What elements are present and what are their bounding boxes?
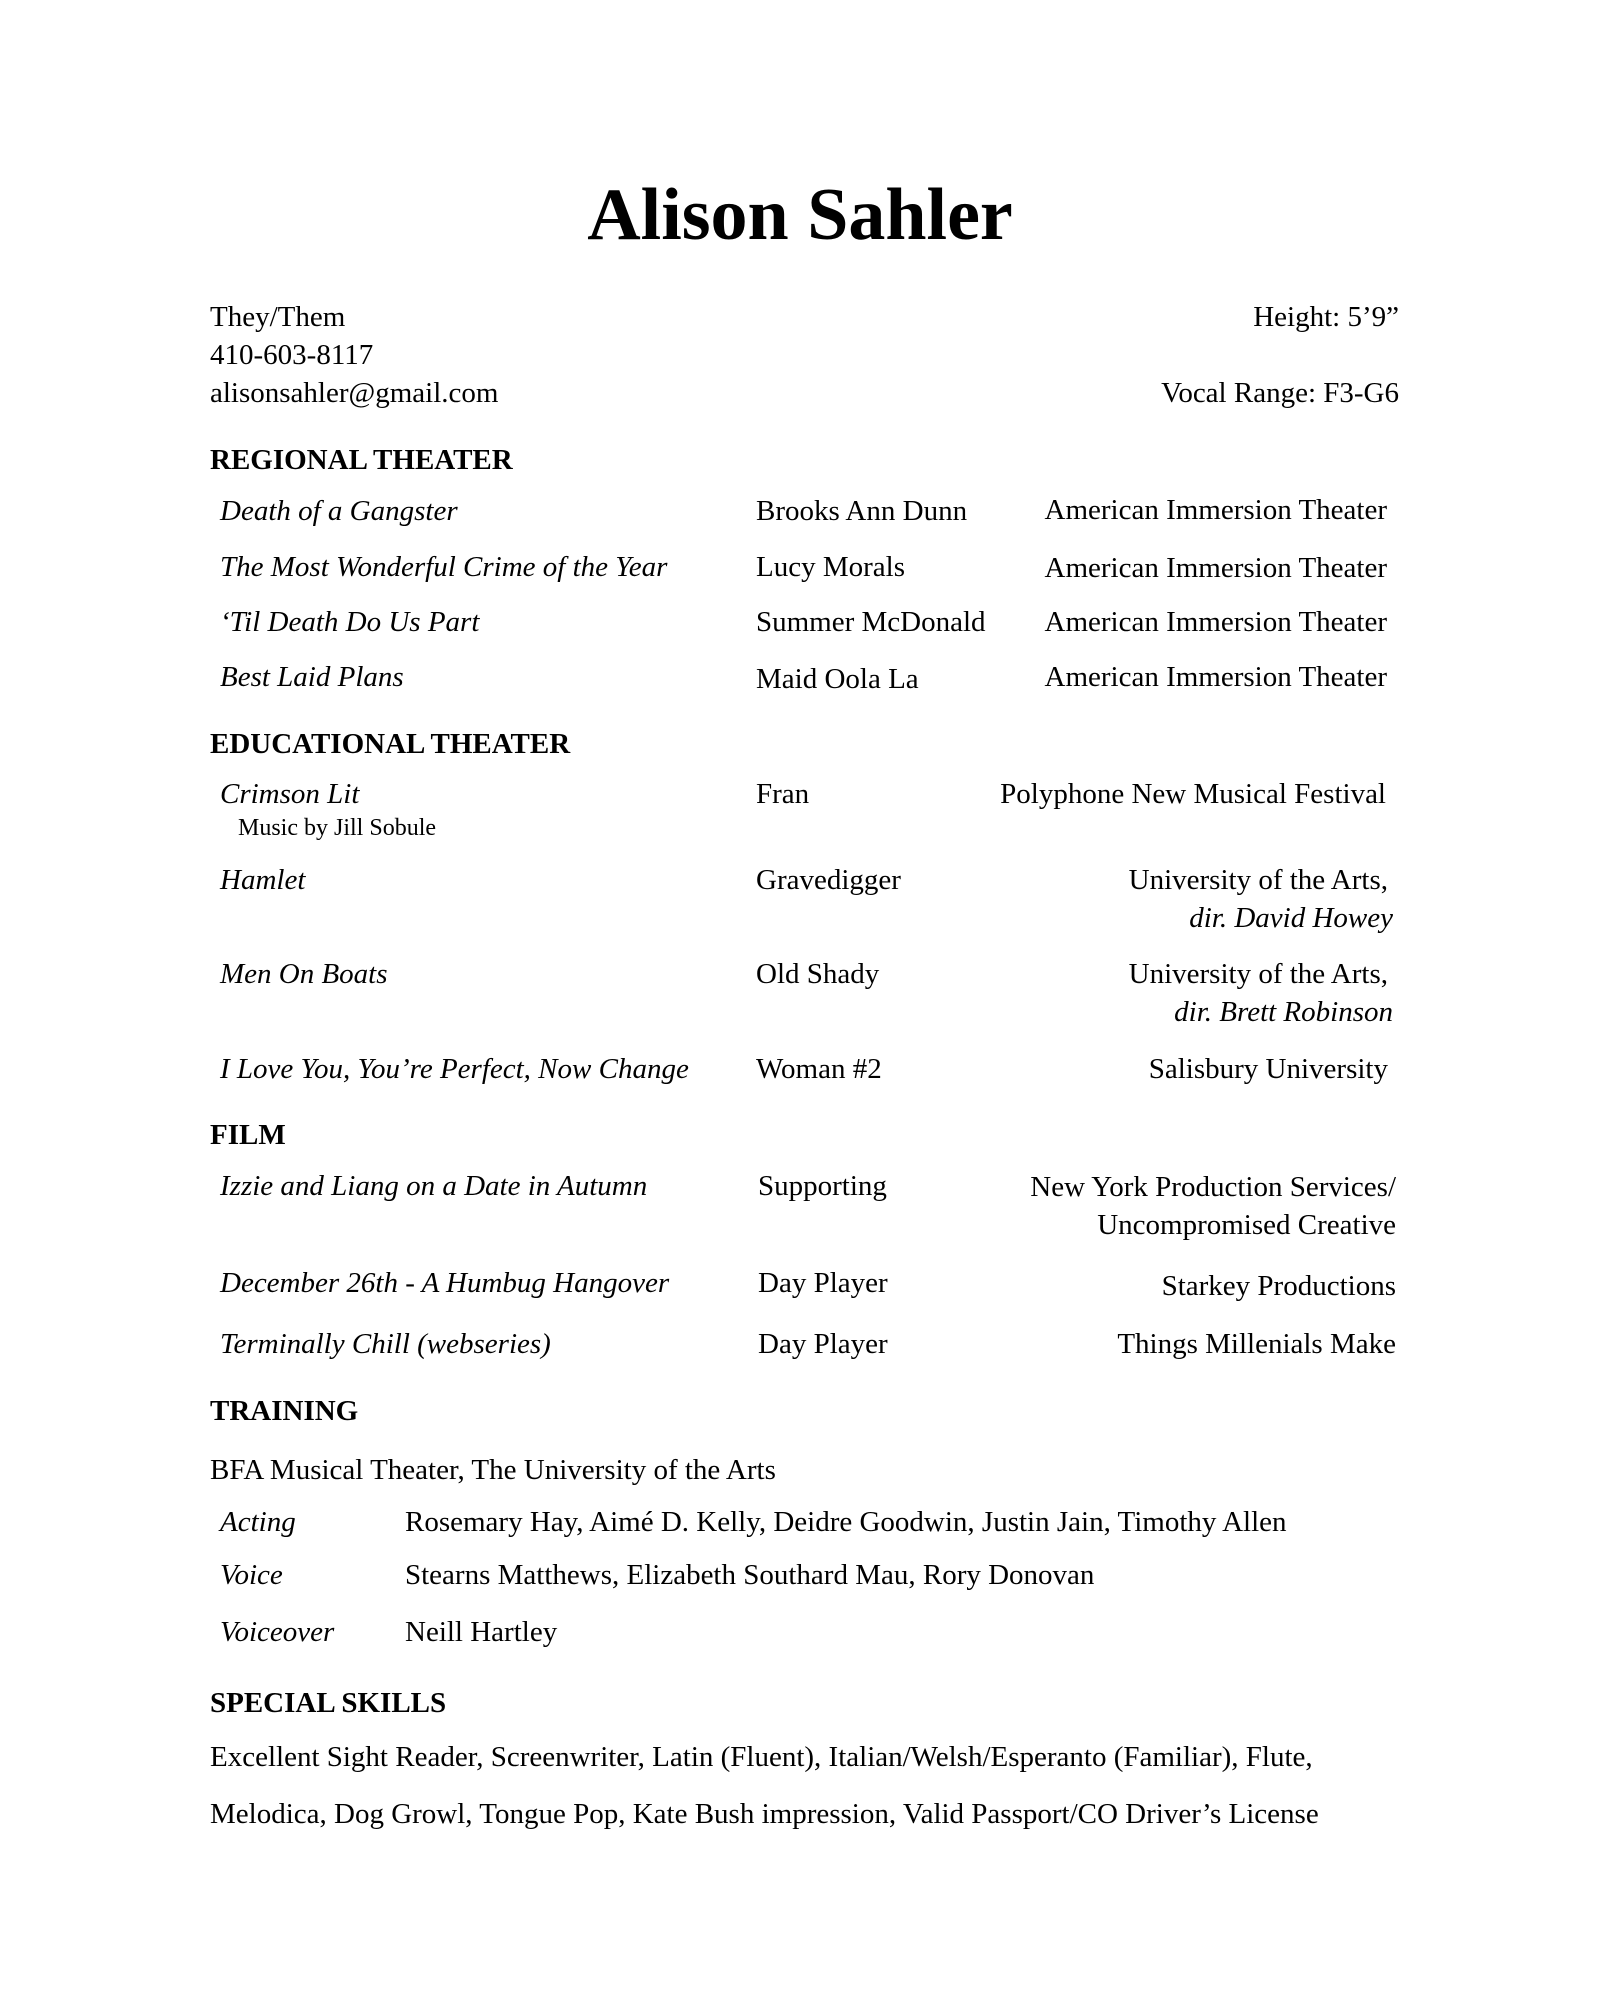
email-address: alisonsahler@gmail.com [210,377,499,409]
training-area: Acting [220,1506,296,1538]
degree: BFA Musical Theater, The University of the Arts [210,1454,776,1486]
role: Summer McDonald [756,606,986,638]
production-company: Things Millenials Make [1117,1328,1396,1360]
director: dir. David Howey [1189,902,1393,934]
company: University of the Arts, [1128,958,1388,990]
film-heading: FILM [210,1119,286,1151]
show-title: I Love You, You’re Perfect, Now Change [220,1053,689,1085]
role: Maid Oola La [756,663,919,695]
training-area: Voice [220,1559,283,1591]
regional-theater-heading: REGIONAL THEATER [210,444,513,476]
training-heading: TRAINING [210,1395,359,1427]
show-title: Hamlet [220,864,306,896]
educational-theater-heading: EDUCATIONAL THEATER [210,728,571,760]
show-title: Men On Boats [220,958,388,990]
director: dir. Brett Robinson [1174,996,1393,1028]
role: Supporting [758,1170,887,1202]
role: Old Shady [756,958,880,990]
teachers: Rosemary Hay, Aimé D. Kelly, Deidre Goodwin, Justin Jain, Timothy Allen [405,1506,1287,1538]
company: Polyphone New Musical Festival [1000,778,1386,810]
company: American Immersion Theater [1044,552,1387,584]
film-title: Terminally Chill (webseries) [220,1328,551,1360]
show-title: Best Laid Plans [220,661,404,693]
company: Salisbury University [1148,1053,1388,1085]
skills-line-2: Melodica, Dog Growl, Tongue Pop, Kate Bush impression, Valid Passport/CO Driver’s License [210,1798,1319,1830]
phone-number: 410-603-8117 [210,339,374,371]
special-skills-heading: SPECIAL SKILLS [210,1687,447,1719]
film-title: December 26th - A Humbug Hangover [220,1267,670,1299]
pronouns: They/Them [210,301,346,333]
company: University of the Arts, [1128,864,1388,896]
show-title: ‘Til Death Do Us Part [220,606,480,638]
company: American Immersion Theater [1044,494,1387,526]
role: Fran [756,778,810,810]
show-title: The Most Wonderful Crime of the Year [220,551,668,583]
role: Woman #2 [756,1053,882,1085]
role: Brooks Ann Dunn [756,495,968,527]
company: American Immersion Theater [1044,661,1387,693]
company: American Immersion Theater [1044,606,1387,638]
height: Height: 5’9” [1253,301,1399,333]
production-company-2: Uncompromised Creative [1097,1209,1396,1241]
role: Day Player [758,1267,888,1299]
vocal-range: Vocal Range: F3-G6 [1161,377,1399,409]
production-company: Starkey Productions [1161,1270,1396,1302]
training-area: Voiceover [220,1616,335,1648]
show-title: Death of a Gangster [220,495,458,527]
teachers: Neill Hartley [405,1616,558,1648]
show-credit: Music by Jill Sobule [238,815,437,841]
resume-name: Alison Sahler [587,174,1013,256]
teachers: Stearns Matthews, Elizabeth Southard Mau, Rory Donovan [405,1559,1095,1591]
show-title: Crimson Lit [220,778,360,810]
role: Day Player [758,1328,888,1360]
role: Gravedigger [756,864,901,896]
role: Lucy Morals [756,551,905,583]
production-company: New York Production Services/ [1030,1171,1396,1203]
film-title: Izzie and Liang on a Date in Autumn [220,1170,648,1202]
skills-line-1: Excellent Sight Reader, Screenwriter, Latin (Fluent), Italian/Welsh/Esperanto (Familiar), Flute, [210,1741,1313,1773]
